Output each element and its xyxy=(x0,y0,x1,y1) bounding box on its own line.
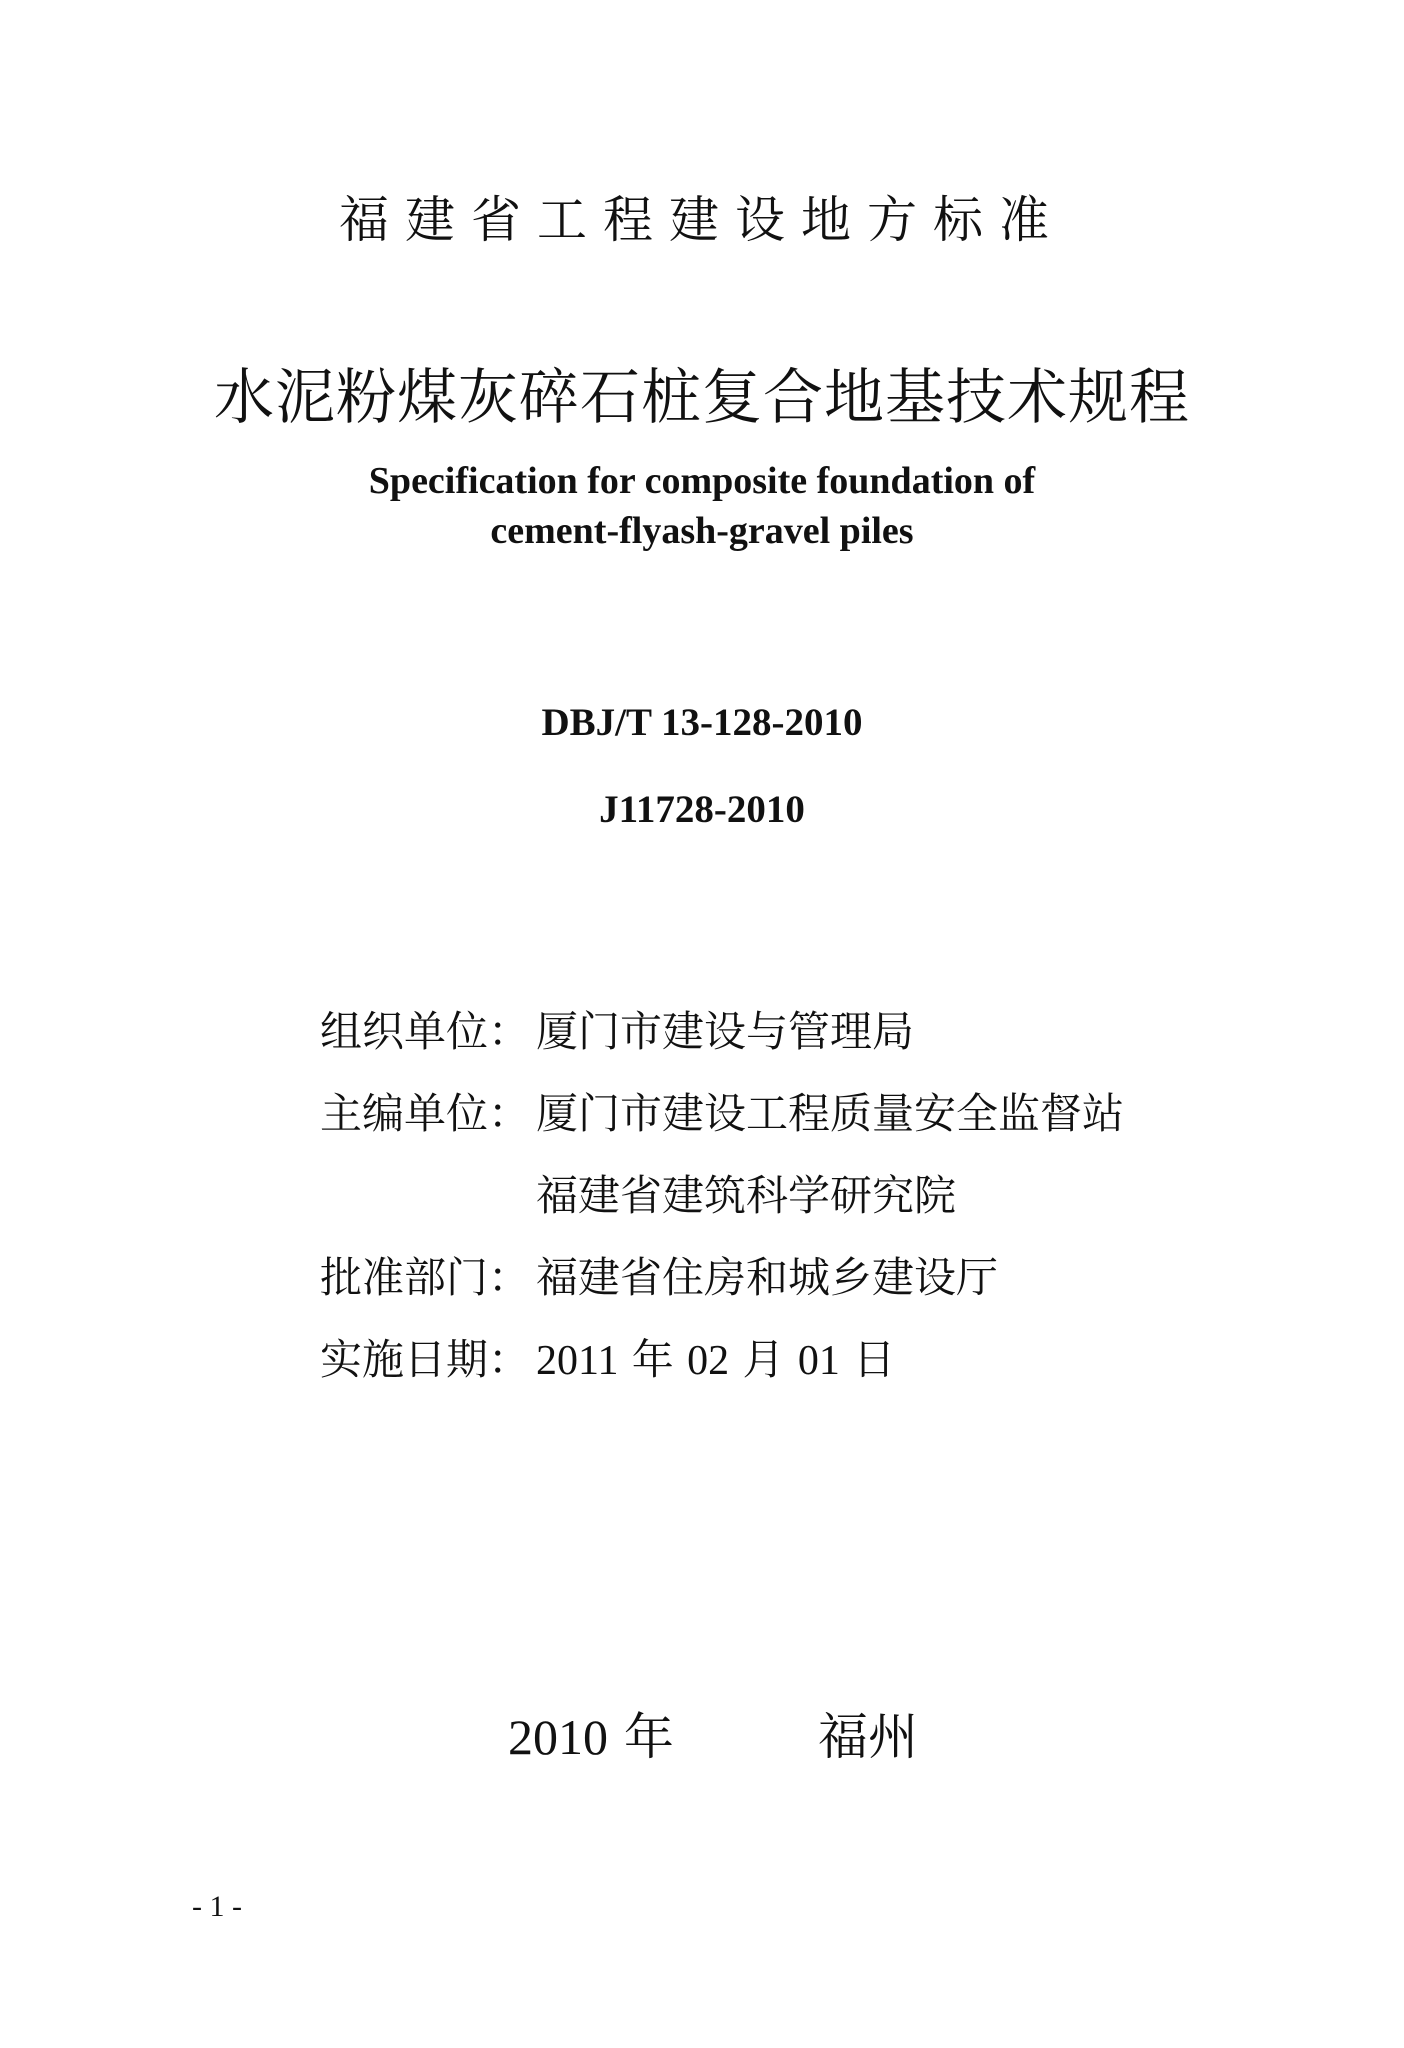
document-title-chinese: 水泥粉煤灰碎石桩复合地基技术规程 xyxy=(214,363,1190,433)
date-day: 01 xyxy=(797,1338,840,1384)
editor-row xyxy=(320,1070,1320,1152)
date-label: 实施日期： xyxy=(320,1335,531,1384)
date-value xyxy=(536,1327,895,1387)
footer-year-number: 2010 xyxy=(508,1709,608,1765)
date-month-unit: 月 xyxy=(729,1335,798,1384)
date-year: 2011 xyxy=(536,1338,619,1384)
record-code: J11728-2010 xyxy=(599,788,805,831)
organizer-value: 厦门市建设与管理局 xyxy=(536,1007,915,1056)
date-month: 02 xyxy=(687,1338,730,1384)
info-block xyxy=(320,988,1320,1398)
series-title: 福建省工程建设地方标准 xyxy=(339,191,1065,249)
approver-row xyxy=(320,1234,1320,1316)
date-year-unit: 年 xyxy=(618,1335,688,1384)
editor-label: 主编单位： xyxy=(320,1089,531,1138)
footer-year xyxy=(508,1705,674,1769)
document-title-english-line-2: cement-flyash-gravel piles xyxy=(490,510,914,552)
date-day-unit: 日 xyxy=(839,1335,896,1384)
editor-value-2: 福建省建筑科学研究院 xyxy=(536,1171,957,1220)
document-title-english-line-1: Specification for composite foundation of xyxy=(368,460,1036,502)
approver-label: 批准部门： xyxy=(320,1253,531,1302)
editor-row-2 xyxy=(320,1152,1320,1234)
organizer-label: 组织单位： xyxy=(320,1007,531,1056)
approver-value: 福建省住房和城乡建设厅 xyxy=(536,1253,999,1302)
date-row xyxy=(320,1316,1320,1398)
organizer-row xyxy=(320,988,1320,1070)
page-number: - 1 - xyxy=(192,1890,242,1923)
footer-city: 福州 xyxy=(818,1708,918,1766)
editor-value-1: 厦门市建设工程质量安全监督站 xyxy=(536,1089,1125,1138)
footer-year-unit: 年 xyxy=(623,1708,674,1766)
standard-code: DBJ/T 13-128-2010 xyxy=(541,701,863,744)
